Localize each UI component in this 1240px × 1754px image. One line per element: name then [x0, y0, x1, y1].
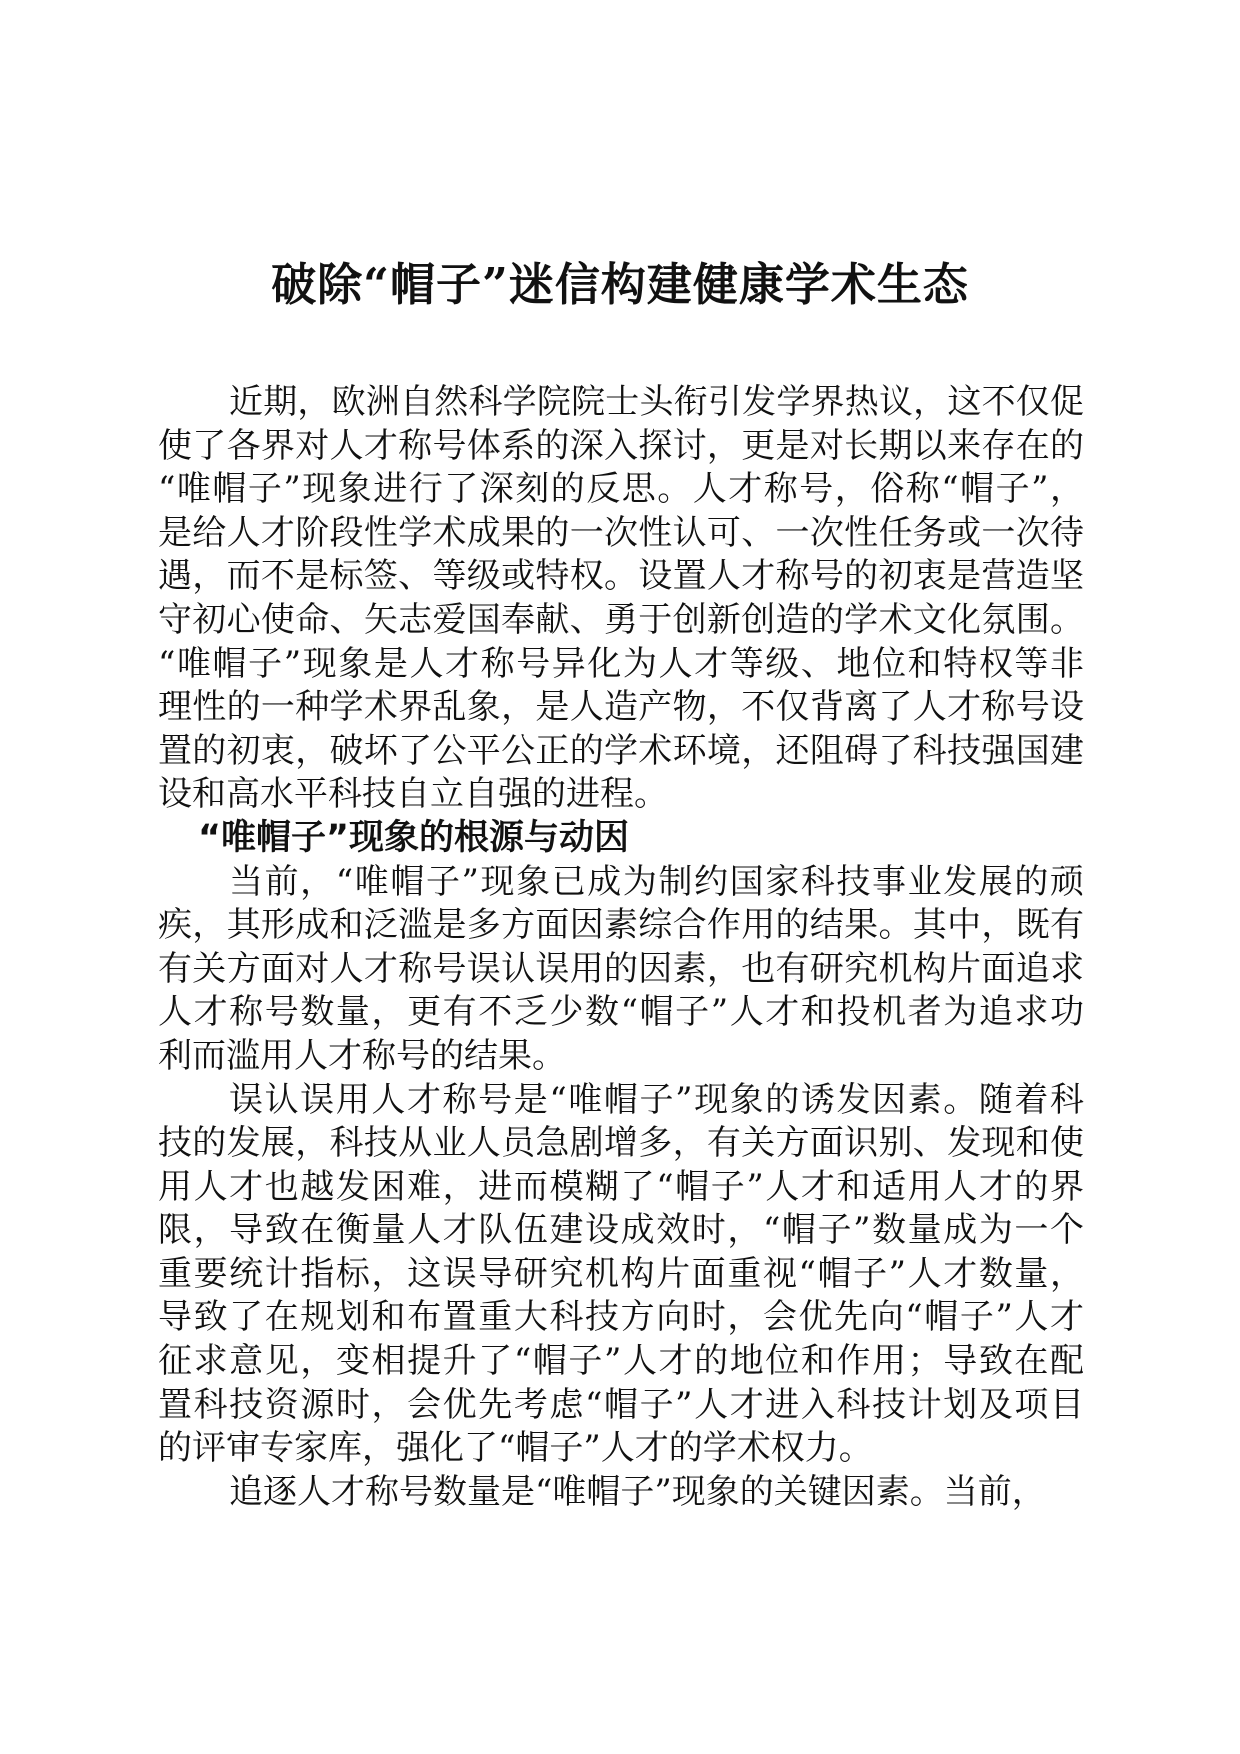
- paragraph-line: 置的初衷，破坏了公平公正的学术环境，还阻碍了科技强国建: [158, 730, 1084, 771]
- paragraph-line: 利而滥用人才称号的结果。: [158, 1035, 566, 1076]
- paragraph-line: 遇，而不是标签、等级或特权。设置人才称号的初衷是营造坚: [158, 556, 1084, 597]
- section-heading: “唯帽子”现象的根源与动因: [198, 817, 630, 858]
- paragraph-line: 有关方面对人才称号误认误用的因素，也有研究机构片面追求: [158, 948, 1084, 989]
- paragraph-line: 限，导致在衡量人才队伍建设成效时，“帽子”数量成为一个: [158, 1210, 1084, 1251]
- paragraph-line: 理性的一种学术界乱象，是人造产物，不仅背离了人才称号设: [158, 687, 1084, 728]
- paragraph-line: 征求意见，变相提升了“帽子”人才的地位和作用；导致在配: [158, 1341, 1084, 1382]
- document-body: [158, 381, 1084, 1514]
- paragraph-line: 导致了在规划和布置重大科技方向时，会优先向“帽子”人才: [158, 1297, 1084, 1338]
- paragraph-line: 守初心使命、矢志爱国奉献、勇于创新创造的学术文化氛围。: [158, 599, 1084, 640]
- paragraph-line: 用人才也越发困难，进而模糊了“帽子”人才和适用人才的界: [158, 1166, 1084, 1207]
- paragraph-line: 技的发展，科技从业人员急剧增多，有关方面识别、发现和使: [158, 1123, 1084, 1164]
- paragraph-2: [158, 861, 1084, 1079]
- paragraph-line: 置科技资源时，会优先考虑“帽子”人才进入科技计划及项目: [158, 1384, 1084, 1425]
- paragraph-line: 当前，“唯帽子”现象已成为制约国家科技事业发展的顽: [229, 861, 1084, 902]
- paragraph-line: 追逐人才称号数量是“唯帽子”现象的关键因素。当前，: [229, 1471, 1046, 1512]
- paragraph-line: “唯帽子”现象进行了深刻的反思。人才称号，俗称“帽子”，: [158, 469, 1084, 510]
- paragraph-line: 重要统计指标，这误导研究机构片面重视“帽子”人才数量，: [158, 1253, 1084, 1294]
- paragraph-line: 使了各界对人才称号体系的深入探讨，更是对长期以来存在的: [158, 425, 1084, 466]
- paragraph-4: [158, 1471, 1084, 1515]
- paragraph-line: 人才称号数量，更有不乏少数“帽子”人才和投机者为追求功: [158, 992, 1084, 1033]
- paragraph-line: 的评审专家库，强化了“帽子”人才的学术权力。: [158, 1428, 873, 1469]
- paragraph-3: [158, 1079, 1084, 1471]
- paragraph-line: 疾，其形成和泛滥是多方面因素综合作用的结果。其中，既有: [158, 905, 1084, 946]
- paragraph-line: 误认误用人才称号是“唯帽子”现象的诱发因素。随着科: [229, 1079, 1084, 1120]
- paragraph-line: 是给人才阶段性学术成果的一次性认可、一次性任务或一次待: [158, 512, 1084, 553]
- document-title: 破除“帽子”迷信构建健康学术生态: [271, 258, 969, 311]
- paragraph-line: “唯帽子”现象是人才称号异化为人才等级、地位和特权等非: [158, 643, 1084, 684]
- paragraph-line: 近期，欧洲自然科学院院士头衔引发学界热议，这不仅促: [229, 382, 1084, 422]
- paragraph-1: [158, 381, 1084, 817]
- paragraph-line: 设和高水平科技自立自强的进程。: [158, 774, 668, 815]
